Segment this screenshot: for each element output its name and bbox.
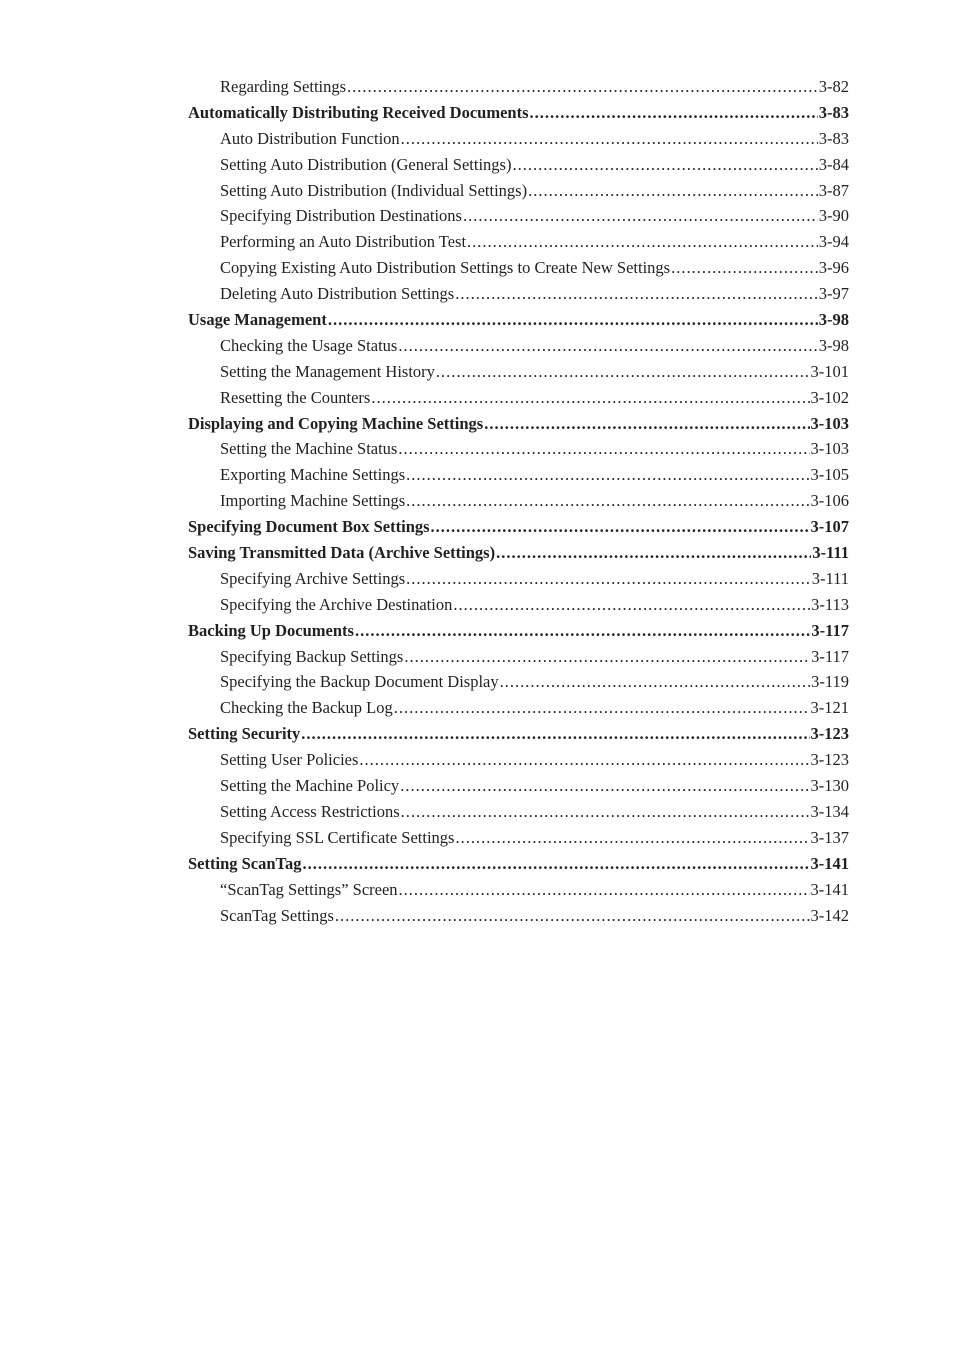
toc-entry-page-number: 3-83 [818, 128, 849, 148]
toc-entry-page-number: 3-117 [811, 620, 849, 640]
dot-leader [371, 385, 809, 411]
toc-entry-title: Copying Existing Auto Distribution Settings to Create New Settings [220, 258, 671, 278]
toc-subsection-entry[interactable] [188, 747, 849, 773]
toc-entry-page-number: 3-119 [811, 672, 849, 692]
dot-leader [453, 592, 810, 618]
toc-entry-page-number: 3-117 [811, 646, 849, 666]
toc-entry-page-number: 3-94 [818, 232, 849, 252]
toc-entry-page-number: 3-141 [810, 853, 849, 873]
toc-entry-page-number: 3-98 [818, 310, 849, 330]
toc-entry-title: Setting the Machine Status [220, 439, 398, 459]
toc-entry-title: Setting Access Restrictions [220, 801, 400, 821]
toc-entry-title: Performing an Auto Distribution Test [220, 232, 467, 252]
dot-leader [484, 411, 809, 437]
toc-entry-page-number: 3-87 [818, 180, 849, 200]
toc-subsection-entry[interactable] [188, 825, 849, 851]
toc-entry-page-number: 3-142 [810, 905, 849, 925]
toc-subsection-entry[interactable] [188, 203, 849, 229]
toc-entry-title: Specifying the Backup Document Display [220, 672, 499, 692]
toc-section-entry[interactable] [188, 307, 849, 333]
toc-subsection-entry[interactable] [188, 695, 849, 721]
table-of-contents [188, 74, 849, 928]
toc-entry-page-number: 3-83 [818, 102, 849, 122]
dot-leader [406, 462, 809, 488]
dot-leader [303, 851, 810, 877]
toc-entry-page-number: 3-90 [818, 206, 849, 226]
toc-subsection-entry[interactable] [188, 333, 849, 359]
toc-subsection-entry[interactable] [188, 229, 849, 255]
toc-subsection-entry[interactable] [188, 644, 849, 670]
toc-entry-title: Importing Machine Settings [220, 491, 406, 511]
toc-entry-page-number: 3-130 [810, 776, 849, 796]
toc-subsection-entry[interactable] [188, 359, 849, 385]
toc-entry-title: Specifying Distribution Destinations [220, 206, 462, 226]
toc-entry-page-number: 3-123 [810, 724, 849, 744]
dot-leader [436, 359, 810, 385]
toc-entry-title: Specifying Document Box Settings [188, 517, 430, 537]
dot-leader [301, 721, 809, 747]
toc-section-entry[interactable] [188, 411, 849, 437]
toc-subsection-entry[interactable] [188, 281, 849, 307]
dot-leader [406, 566, 811, 592]
toc-subsection-entry[interactable] [188, 903, 849, 929]
toc-section-entry[interactable] [188, 540, 849, 566]
toc-entry-page-number: 3-102 [810, 387, 849, 407]
dot-leader [530, 100, 818, 126]
dot-leader [463, 203, 818, 229]
toc-subsection-entry[interactable] [188, 385, 849, 411]
toc-entry-title: Automatically Distributing Received Documents [188, 102, 529, 122]
toc-subsection-entry[interactable] [188, 126, 849, 152]
dot-leader [398, 436, 809, 462]
dot-leader [496, 540, 811, 566]
toc-subsection-entry[interactable] [188, 488, 849, 514]
toc-entry-page-number: 3-84 [818, 154, 849, 174]
toc-entry-page-number: 3-103 [810, 413, 849, 433]
toc-entry-page-number: 3-141 [810, 879, 849, 899]
toc-subsection-entry[interactable] [188, 436, 849, 462]
dot-leader [528, 178, 818, 204]
toc-entry-title: Setting Auto Distribution (General Settings) [220, 154, 512, 174]
dot-leader [431, 514, 810, 540]
toc-section-entry[interactable] [188, 721, 849, 747]
toc-entry-page-number: 3-113 [811, 594, 849, 614]
dot-leader [328, 307, 818, 333]
toc-entry-page-number: 3-82 [818, 77, 849, 96]
toc-section-entry[interactable] [188, 100, 849, 126]
toc-entry-title: ScanTag Settings [220, 905, 334, 925]
toc-entry-page-number: 3-98 [818, 335, 849, 355]
toc-entry-title: Saving Transmitted Data (Archive Settings) [188, 543, 496, 563]
toc-entry-title: Setting the Machine Policy [220, 776, 400, 796]
toc-section-entry[interactable] [188, 618, 849, 644]
dot-leader [347, 74, 818, 100]
toc-entry-page-number: 3-101 [810, 361, 849, 381]
toc-entry-title: Specifying SSL Certificate Settings [220, 827, 455, 847]
toc-subsection-entry[interactable] [188, 877, 849, 903]
dot-leader [671, 255, 818, 281]
toc-entry-title: Resetting the Counters [220, 387, 371, 407]
dot-leader [455, 281, 818, 307]
toc-entry-page-number: 3-105 [810, 465, 849, 485]
toc-entry-title: Setting Auto Distribution (Individual Settings) [220, 180, 528, 200]
dot-leader [359, 747, 809, 773]
toc-entry-title: Specifying the Archive Destination [220, 594, 453, 614]
dot-leader [404, 644, 810, 670]
toc-entry-page-number: 3-96 [818, 258, 849, 278]
dot-leader [399, 877, 810, 903]
toc-subsection-entry[interactable] [188, 799, 849, 825]
toc-subsection-entry[interactable] [188, 773, 849, 799]
toc-entry-page-number: 3-111 [811, 568, 849, 588]
dot-leader [394, 695, 810, 721]
toc-section-entry[interactable] [188, 851, 849, 877]
dot-leader [500, 669, 811, 695]
toc-entry-title: Checking the Usage Status [220, 335, 398, 355]
toc-entry-title: Exporting Machine Settings [220, 465, 406, 485]
toc-subsection-entry[interactable] [188, 566, 849, 592]
toc-entry-title: Deleting Auto Distribution Settings [220, 284, 455, 304]
toc-entry-page-number: 3-134 [810, 801, 849, 821]
toc-subsection-entry[interactable] [188, 669, 849, 695]
toc-entry-page-number: 3-97 [818, 284, 849, 304]
toc-subsection-entry[interactable] [188, 74, 849, 100]
toc-entry-title: Setting ScanTag [188, 853, 302, 873]
toc-entry-title: Displaying and Copying Machine Settings [188, 413, 484, 433]
toc-subsection-entry[interactable] [188, 462, 849, 488]
toc-entry-page-number: 3-123 [810, 750, 849, 770]
toc-entry-title: Usage Management [188, 310, 327, 330]
dot-leader [512, 152, 817, 178]
toc-subsection-entry[interactable] [188, 178, 849, 204]
toc-entry-title: Checking the Backup Log [220, 698, 393, 718]
dot-leader [406, 488, 809, 514]
toc-subsection-entry[interactable] [188, 592, 849, 618]
toc-entry-title: Setting the Management History [220, 361, 435, 381]
toc-entry-page-number: 3-121 [810, 698, 849, 718]
toc-entry-page-number: 3-111 [812, 543, 849, 563]
toc-section-entry[interactable] [188, 514, 849, 540]
toc-entry-title: Setting User Policies [220, 750, 359, 770]
dot-leader [455, 825, 809, 851]
toc-subsection-entry[interactable] [188, 255, 849, 281]
dot-leader [400, 773, 809, 799]
toc-entry-page-number: 3-107 [810, 517, 849, 537]
toc-entry-title: Auto Distribution Function [220, 128, 400, 148]
toc-entry-title: Regarding Settings [220, 77, 347, 96]
dot-leader [401, 799, 810, 825]
dot-leader [401, 126, 818, 152]
toc-entry-page-number: 3-103 [810, 439, 849, 459]
toc-entry-page-number: 3-137 [810, 827, 849, 847]
dot-leader [355, 618, 810, 644]
toc-entry-page-number: 3-106 [810, 491, 849, 511]
toc-subsection-entry[interactable] [188, 152, 849, 178]
toc-entry-title: “ScanTag Settings” Screen [220, 879, 398, 899]
toc-entry-title: Setting Security [188, 724, 301, 744]
dot-leader [335, 903, 810, 929]
toc-entry-title: Backing Up Documents [188, 620, 354, 640]
dot-leader [467, 229, 818, 255]
dot-leader [398, 333, 817, 359]
toc-entry-title: Specifying Archive Settings [220, 568, 406, 588]
toc-entry-title: Specifying Backup Settings [220, 646, 404, 666]
